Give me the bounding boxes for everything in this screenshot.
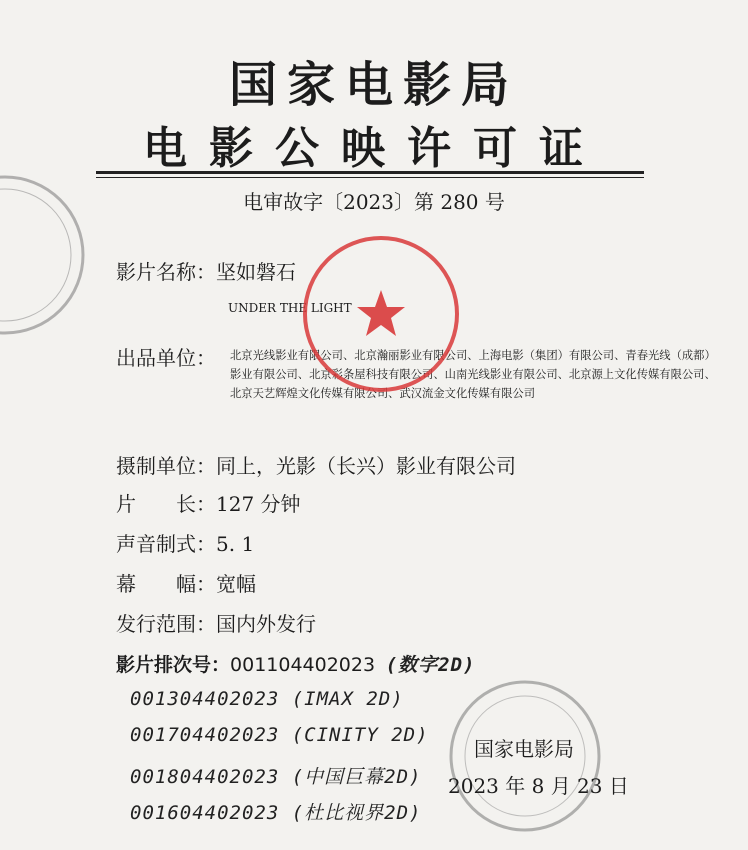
document-number: 电审故字〔2023〕第 280 号: [243, 190, 505, 214]
production-value: 同上，光影（长兴）影业有限公司: [216, 454, 516, 478]
length-label: 片 长：: [116, 492, 216, 516]
issuer-name: 国家电影局: [474, 737, 574, 761]
production-label: 摄制单位：: [116, 454, 216, 478]
title-divider-thin: [96, 177, 644, 178]
length-value: 127 分钟: [216, 492, 301, 516]
sound-row: [116, 528, 254, 557]
serial-value: 001104402023: [230, 654, 376, 676]
film-name-value: 坚如磐石: [216, 260, 296, 284]
release-value: 国内外发行: [216, 612, 316, 636]
serial-label: 影片排次号：: [116, 654, 231, 676]
title-divider-thick: [96, 171, 644, 174]
film-name-label: 影片名称：: [116, 260, 216, 284]
issue-date: 2023 年 8 月 23 日: [448, 774, 629, 798]
production-row: [116, 450, 516, 479]
length-row: [116, 488, 301, 517]
sound-value: 5. 1: [216, 532, 255, 556]
screen-label: 幕 幅：: [116, 572, 216, 596]
sound-label: 声音制式：: [116, 532, 216, 556]
handwritten-serial: 001704402023 (CINITY 2D): [130, 724, 429, 746]
seal-star-icon: [357, 290, 405, 336]
producer-label: 出品单位：: [116, 346, 216, 370]
handwritten-serial: 001304402023 (IMAX 2D): [130, 688, 404, 710]
film-name-row: [116, 256, 296, 285]
screen-row: [116, 568, 256, 597]
license-title: 电影公映许可证: [143, 123, 605, 174]
handwritten-serial: 001604402023 (杜比视界2D): [130, 802, 422, 824]
handwritten-serial: 001804402023 (中国巨幕2D): [130, 766, 422, 788]
producer-value: 北京光线影业有限公司、北京瀚丽影业有限公司、上海电影（集团）有限公司、青春光线（成都）影业有限公司、北京彩条屋科技有限公司、山南光线影业有限公司、北京源上文化传媒有限公司、北京天艺辉煌文化传媒有限公司、武汉流金文化传媒有限公司: [230, 349, 716, 400]
producer-row: [116, 342, 216, 371]
release-row: [116, 608, 316, 637]
issuing-authority-title: 国家电影局: [228, 57, 519, 113]
release-label: 发行范围：: [116, 612, 216, 636]
screen-value: 宽幅: [216, 572, 256, 596]
serial-row: [116, 650, 476, 677]
serial-handwritten-note: (数字2D): [385, 654, 476, 676]
film-name-english: UNDER THE LIGHT: [228, 301, 352, 315]
